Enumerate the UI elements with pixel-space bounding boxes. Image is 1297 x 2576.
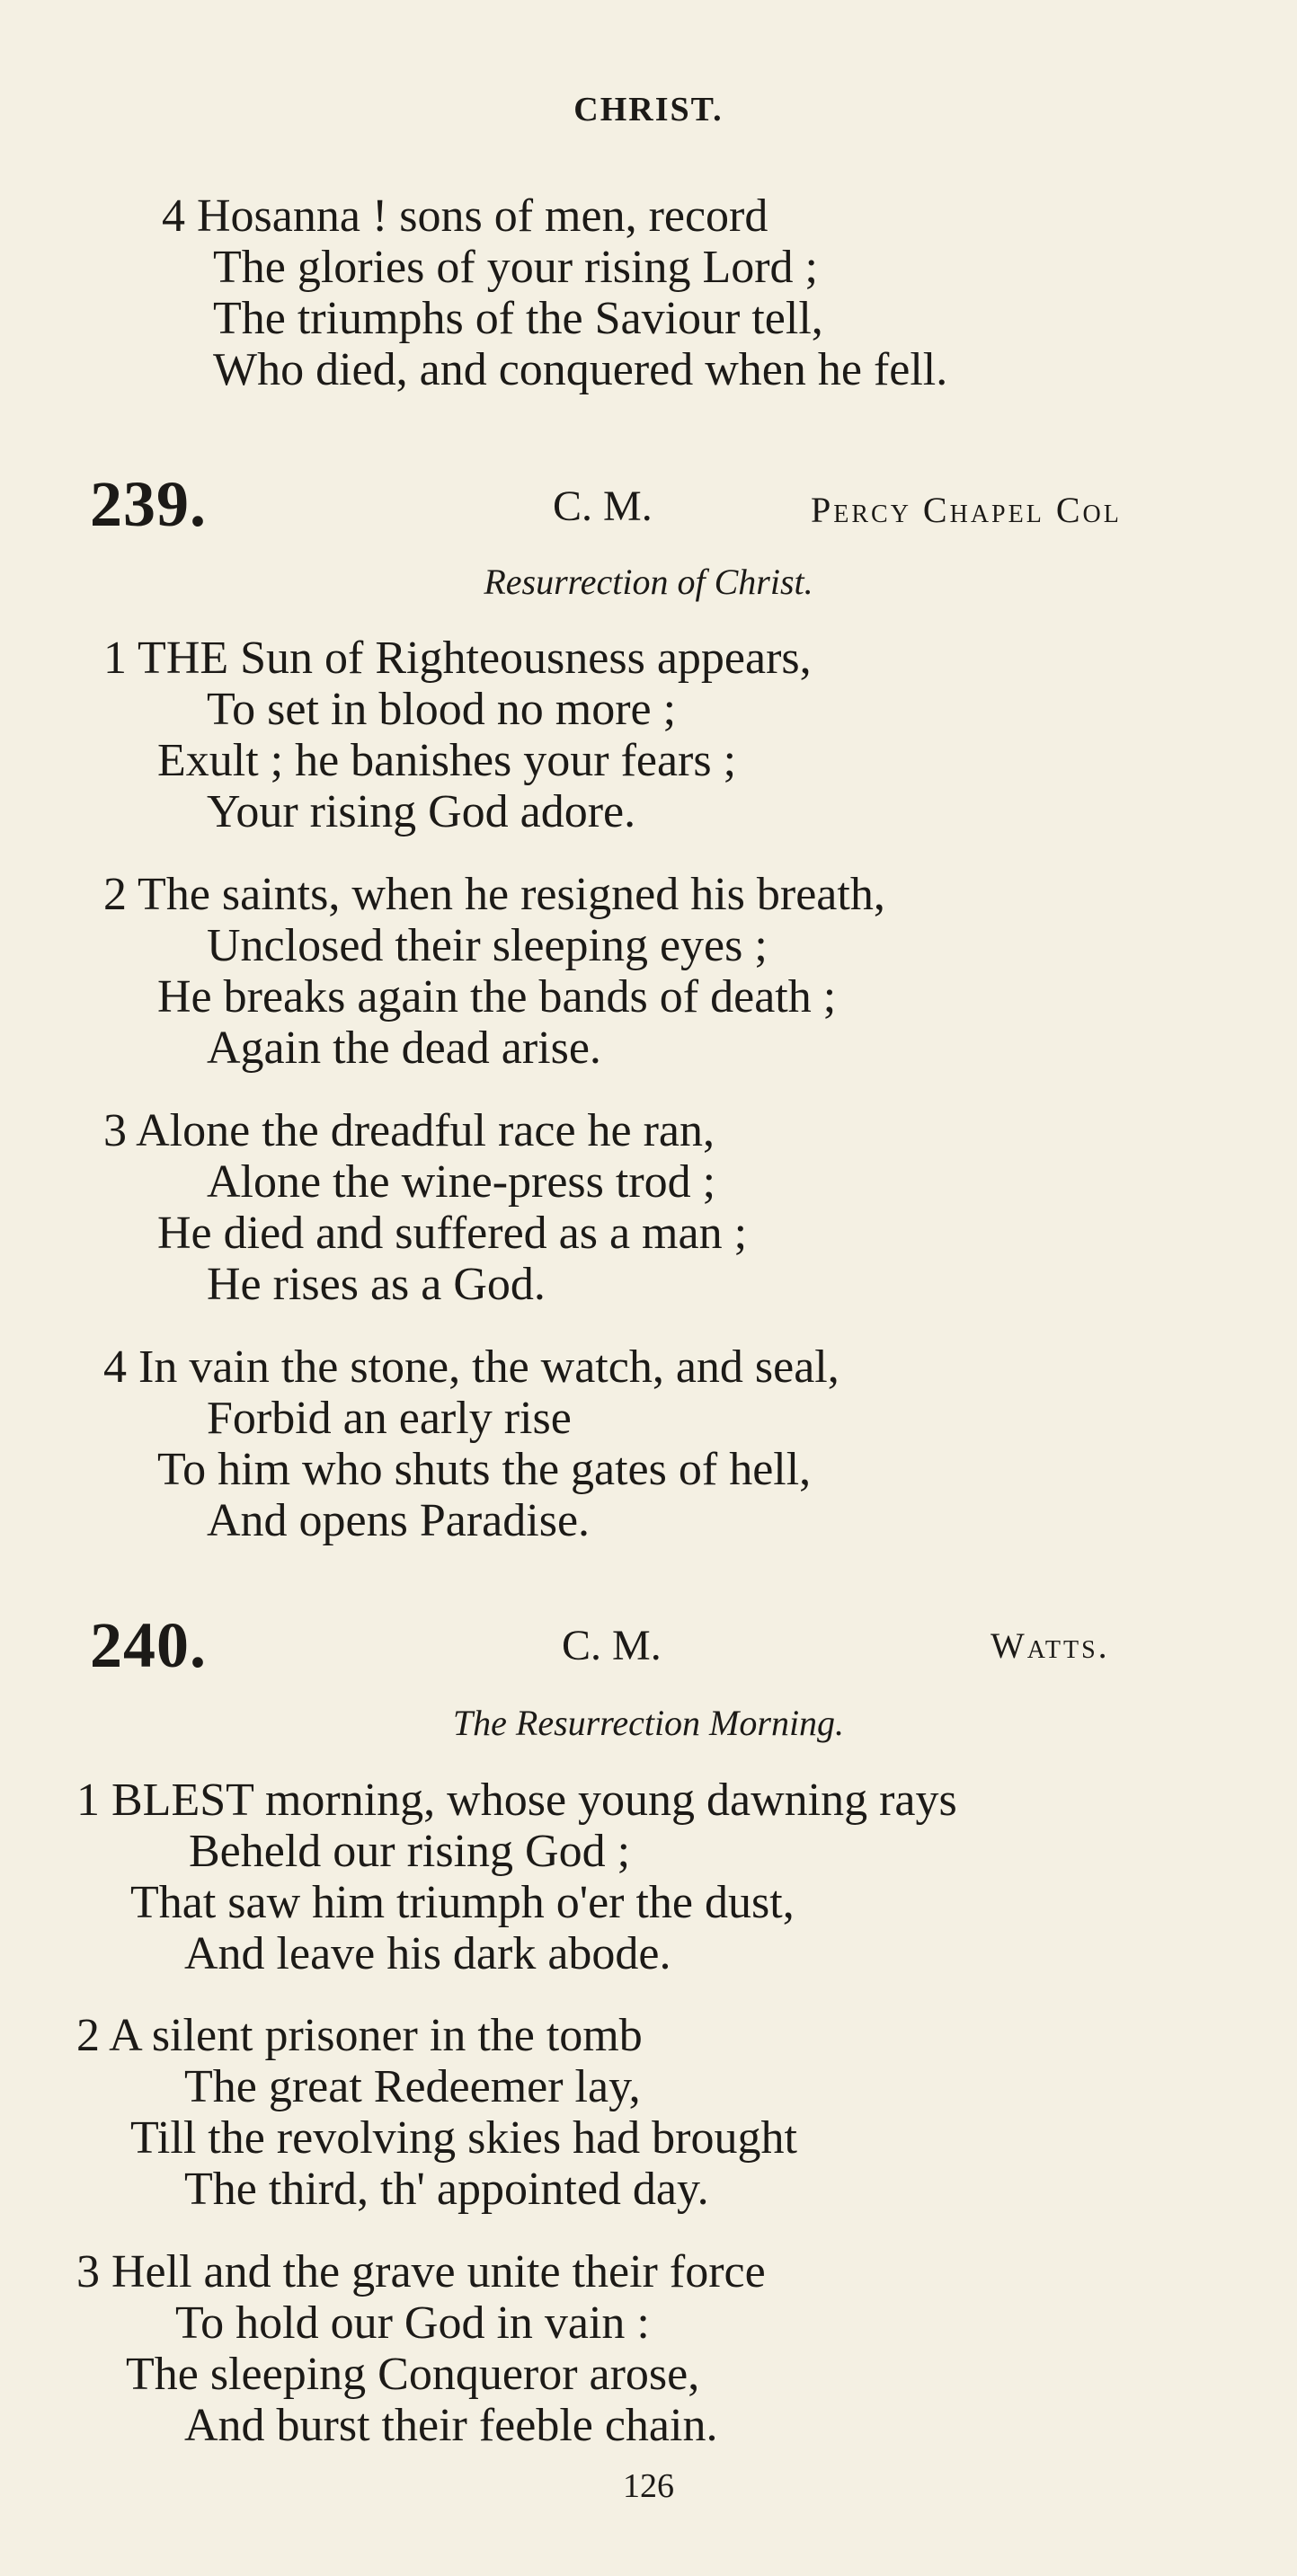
verse-line: 1 BLEST morning, whose young dawning rays <box>76 1775 957 1826</box>
verse-line: Till the revolving skies had brought <box>130 2112 797 2164</box>
hymn-tune: Watts. <box>991 1625 1110 1666</box>
hymn-title: The Resurrection Morning. <box>452 1703 845 1743</box>
verse-line: The great Redeemer lay, <box>184 2061 641 2112</box>
hymn-title: Resurrection of Christ. <box>484 562 813 602</box>
verse-line: 2 A silent prisoner in the tomb <box>76 2010 643 2061</box>
verse-line: He died and suffered as a man ; <box>157 1208 748 1259</box>
verse-line: Unclosed their sleeping eyes ; <box>207 920 768 971</box>
verse-line: The third, th' appointed day. <box>184 2164 709 2215</box>
verse-line: And burst their feeble chain. <box>184 2400 718 2451</box>
hymn-number: 239. <box>90 468 207 540</box>
running-head: CHRIST. <box>573 91 724 128</box>
verse-line: 3 Hell and the grave unite their force <box>76 2246 766 2297</box>
verse-line: He rises as a God. <box>207 1259 546 1310</box>
hymn-meter: C. M. <box>562 1622 662 1669</box>
page-number: 126 <box>623 2467 674 2505</box>
verse-line: And leave his dark abode. <box>184 1928 671 1979</box>
verse-line: 1 THE Sun of Righteousness appears, <box>103 633 812 684</box>
verse-line: That saw him triumph o'er the dust, <box>130 1877 795 1928</box>
verse-line: 3 Alone the dreadful race he ran, <box>103 1105 715 1156</box>
verse-line: To set in blood no more ; <box>207 684 677 735</box>
verse-line: The triumphs of the Saviour tell, <box>213 293 823 344</box>
verse-line: Who died, and conquered when he fell. <box>213 344 948 395</box>
verse-line: To him who shuts the gates of hell, <box>157 1444 812 1495</box>
hymn-number: 240. <box>90 1609 207 1681</box>
hymn-meter: C. M. <box>553 482 653 530</box>
verse-line: 2 The saints, when he resigned his breath, <box>103 869 885 920</box>
verse-line: He breaks again the bands of death ; <box>157 971 837 1022</box>
verse-line: Your rising God adore. <box>207 786 636 837</box>
verse-line: Forbid an early rise <box>207 1393 572 1444</box>
verse-line: 4 In vain the stone, the watch, and seal, <box>103 1341 839 1393</box>
verse-line: The sleeping Conqueror arose, <box>126 2349 700 2400</box>
verse-line: And opens Paradise. <box>207 1495 591 1546</box>
verse-line: Beheld our rising God ; <box>189 1826 631 1877</box>
verse-line: Alone the wine-press trod ; <box>207 1156 716 1208</box>
verse-line: 4 Hosanna ! sons of men, record <box>162 190 768 242</box>
hymn-tune: Percy Chapel Col <box>811 490 1122 530</box>
verse-line: To hold our God in vain : <box>175 2297 650 2349</box>
verse-line: The glories of your rising Lord ; <box>213 242 818 293</box>
verse-line: Again the dead arise. <box>207 1022 601 1074</box>
verse-line: Exult ; he banishes your fears ; <box>157 735 737 786</box>
